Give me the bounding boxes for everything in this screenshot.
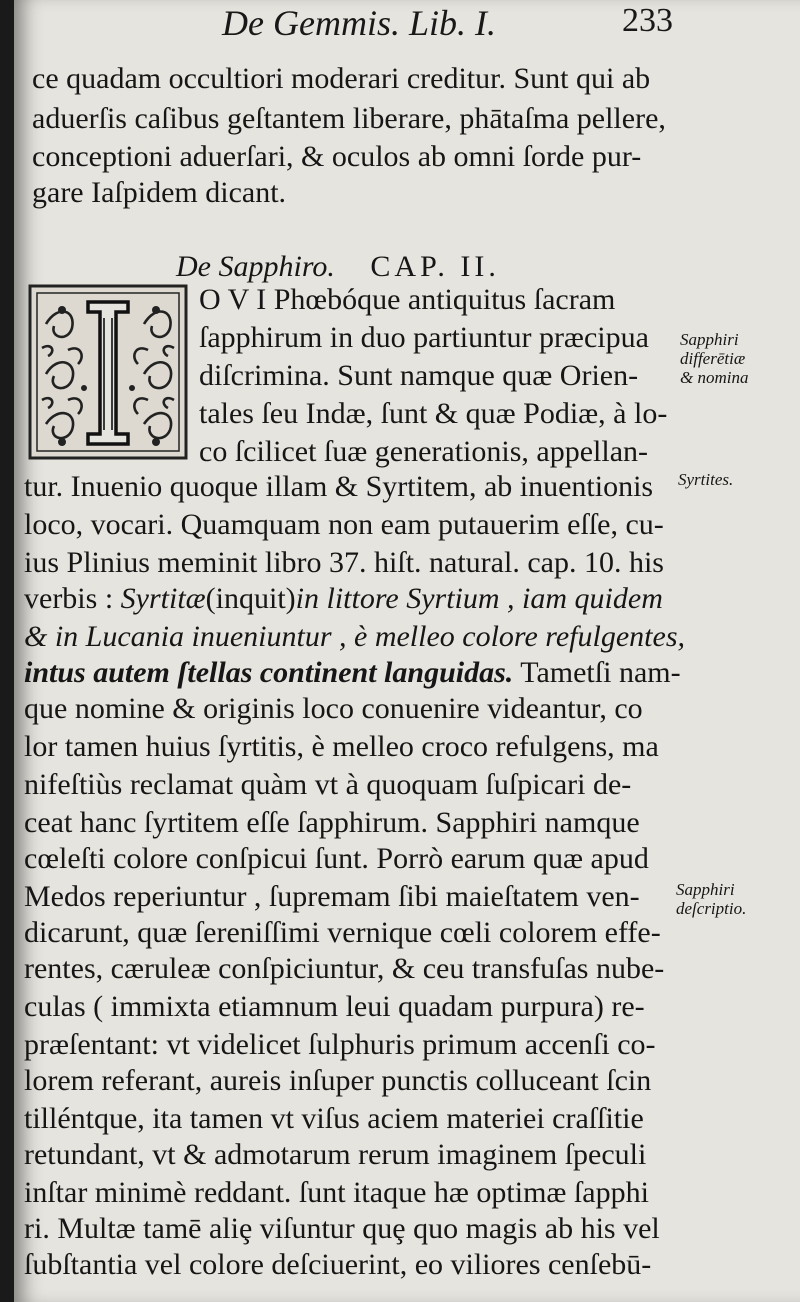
text-line: co ſcilicet ſuæ generationis, appellan- bbox=[199, 435, 649, 468]
quote-italic: in littore Syrtium , iam quidem bbox=[295, 582, 663, 615]
text-line: ce quadam occultiori moderari creditur. Sunt qui ab bbox=[32, 62, 651, 95]
text-line: inſtar minimè reddant. ſunt itaque hæ optimæ ſapphi bbox=[24, 1176, 649, 1209]
margin-note: Syrtites. bbox=[678, 470, 734, 489]
text-line: retundant, vt & admotarum rerum imaginem ſpeculi bbox=[24, 1138, 647, 1171]
text-line: ri. Multæ tamē aliȩ viſuntur quȩ quo magis ab his vel bbox=[24, 1212, 660, 1245]
text-line: tales ſeu Indæ, ſunt & quæ Podiæ, à lo- bbox=[199, 397, 668, 430]
margin-note-line: deſcriptio. bbox=[676, 899, 747, 918]
text-line: tilléntque, ita tamen vt viſus aciem materiei craſſitie bbox=[24, 1102, 644, 1135]
ornamental-initial-icon bbox=[28, 284, 188, 460]
text-line: lor tamen huius ſyrtitis, è melleo croco refulgens, ma bbox=[24, 730, 659, 763]
text-line: Medos reperiuntur , ſupremam ſibi maieſtatem ven- bbox=[24, 880, 640, 913]
quote-aside: (inquit) bbox=[205, 582, 296, 615]
text-line: aduerſis caſibus geſtantem liberare, phātaſma pellere, bbox=[32, 102, 666, 135]
text-line: gare Iaſpidem dicant. bbox=[32, 176, 287, 209]
chapter-number: CAP. II. bbox=[370, 250, 500, 283]
text-line: loco, vocari. Quamquam non eam putauerim eſſe, cu- bbox=[24, 508, 664, 541]
margin-note-line: Sapphiri bbox=[676, 880, 735, 899]
quote-intro: verbis : bbox=[24, 582, 121, 615]
quote-rest: Tametſi nam- bbox=[513, 656, 681, 689]
margin-note-line: Sapphiri bbox=[680, 330, 739, 349]
quote-line bbox=[24, 582, 663, 616]
margin-note-line: differētiæ bbox=[680, 349, 746, 368]
page-number: 233 bbox=[622, 2, 673, 39]
margin-note-line: & nomina bbox=[680, 368, 749, 387]
text-line: rentes, cæruleæ conſpiciuntur, & ceu transfuſas nube- bbox=[24, 952, 665, 985]
text-line: cœleſti colore conſpicui ſunt. Porrò earum quæ apud bbox=[24, 842, 649, 875]
text-line: que nomine & originis loco conuenire videantur, co bbox=[24, 692, 643, 725]
book-page bbox=[14, 0, 800, 1302]
text-line: præſentant: vt videlicet ſulphuris primum accenſi co- bbox=[24, 1028, 656, 1061]
text-line: diſcrimina. Sunt namque quæ Orien- bbox=[199, 359, 639, 392]
text-line: ſapphirum in duo partiuntur præcipua bbox=[199, 321, 649, 354]
text-line: conceptioni aduerſari, & oculos ab omni ſorde pur- bbox=[32, 140, 642, 173]
text-line: ius Plinius meminit libro 37. hiſt. natural. cap. 10. his bbox=[24, 546, 664, 579]
text-line: ſubſtantia vel colore deſciuerint, eo viliores cenſebū- bbox=[24, 1248, 652, 1281]
margin-note bbox=[676, 880, 746, 918]
running-head: De Gemmis. Lib. I. bbox=[222, 3, 496, 43]
text-line: O V I Phœbóque antiquitus ſacram bbox=[199, 283, 616, 316]
quote-italic: Syrtitæ bbox=[120, 582, 206, 615]
text-line: ceat hanc ſyrtitem eſſe ſapphirum. Sapphiri namque bbox=[24, 806, 640, 839]
quote-line: & in Lucania inueniuntur , è melleo colore refulgentes, bbox=[24, 620, 685, 653]
chapter-heading bbox=[176, 250, 500, 284]
quote-italic: intus autem ſtellas continent languidas. bbox=[24, 656, 514, 689]
page-header bbox=[14, 0, 800, 44]
text-line: nifeſtiùs reclamat quàm vt à quoquam ſuſpicari de- bbox=[24, 768, 632, 801]
text-line: culas ( immixta etiamnum leui quadam purpura) re- bbox=[24, 990, 645, 1023]
quote-line bbox=[24, 656, 681, 690]
text-line: lorem referant, aureis inſuper punctis colluceant ſcin bbox=[24, 1064, 652, 1097]
text-line: dicarunt, quæ ſereniſſimi vernique cœli colorem effe- bbox=[24, 916, 661, 949]
text-line: tur. Inuenio quoque illam & Syrtitem, ab inuentionis bbox=[24, 470, 654, 503]
chapter-title: De Sapphiro. bbox=[176, 250, 335, 283]
margin-note bbox=[680, 330, 748, 387]
